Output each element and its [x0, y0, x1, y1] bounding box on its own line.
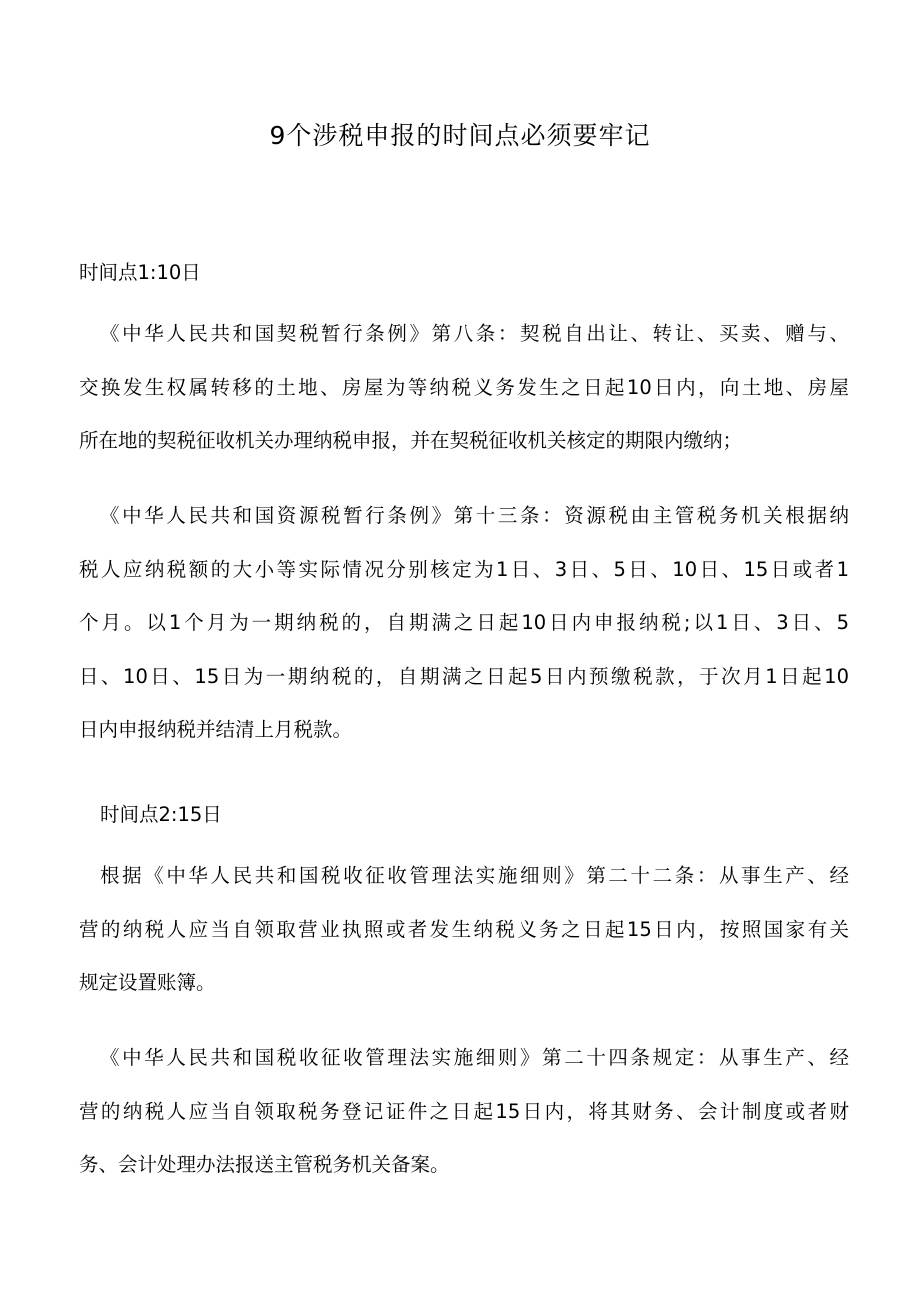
- paragraph-line: 规定设置账簿。: [79, 971, 216, 994]
- paragraph-line: 根据《中华人民共和国税收征收管理法实施细则》第二十二条：从事生产、经: [100, 864, 849, 887]
- section-heading-time-point-2: 时间点2:15日: [100, 803, 222, 826]
- paragraph-line: 营的纳税人应当自领取税务登记证件之日起15日内，将其财务、会计制度或者财: [79, 1099, 849, 1123]
- paragraph-line: 日、10日、15日为一期纳税的，自期满之日起5日内预缴税款，于次月1日起10: [79, 664, 849, 688]
- paragraph-line: 交换发生权属转移的土地、房屋为等纳税义务发生之日起10日内，向土地、房屋: [79, 375, 849, 399]
- paragraph-financial-filing: [79, 1031, 849, 1192]
- paragraph-line: 营的纳税人应当自领取营业执照或者发生纳税义务之日起15日内，按照国家有关: [79, 917, 849, 941]
- paragraph-deed-tax: [79, 307, 849, 468]
- paragraph-line: 务、会计处理办法报送主管税务机关备案。: [79, 1153, 450, 1176]
- paragraph-line: 税人应纳税额的大小等实际情况分别核定为1日、3日、5日、10日、15日或者1: [79, 557, 849, 581]
- paragraph-line: 所在地的契税征收机关办理纳税申报，并在契税征收机关核定的期限内缴纳；: [79, 429, 743, 452]
- paragraph-line: 个月。以1个月为一期纳税的，自期满之日起10日内申报纳税;以1日、3日、5: [79, 611, 849, 634]
- document-title: 9个涉税申报的时间点必须要牢记: [269, 121, 651, 150]
- section-heading-time-point-1: 时间点1:10日: [79, 261, 201, 284]
- paragraph-resource-tax: [79, 489, 849, 757]
- paragraph-line: 《中华人民共和国税收征收管理法实施细则》第二十四条规定：从事生产、经: [100, 1046, 849, 1069]
- paragraph-line: 《中华人民共和国资源税暂行条例》第十三条：资源税由主管税务机关根据纳: [100, 504, 849, 527]
- paragraph-account-books: [79, 849, 849, 1010]
- paragraph-line: 《中华人民共和国契税暂行条例》第八条：契税自出让、转让、买卖、赠与、: [100, 322, 849, 345]
- paragraph-line: 日内申报纳税并结清上月税款。: [79, 718, 353, 741]
